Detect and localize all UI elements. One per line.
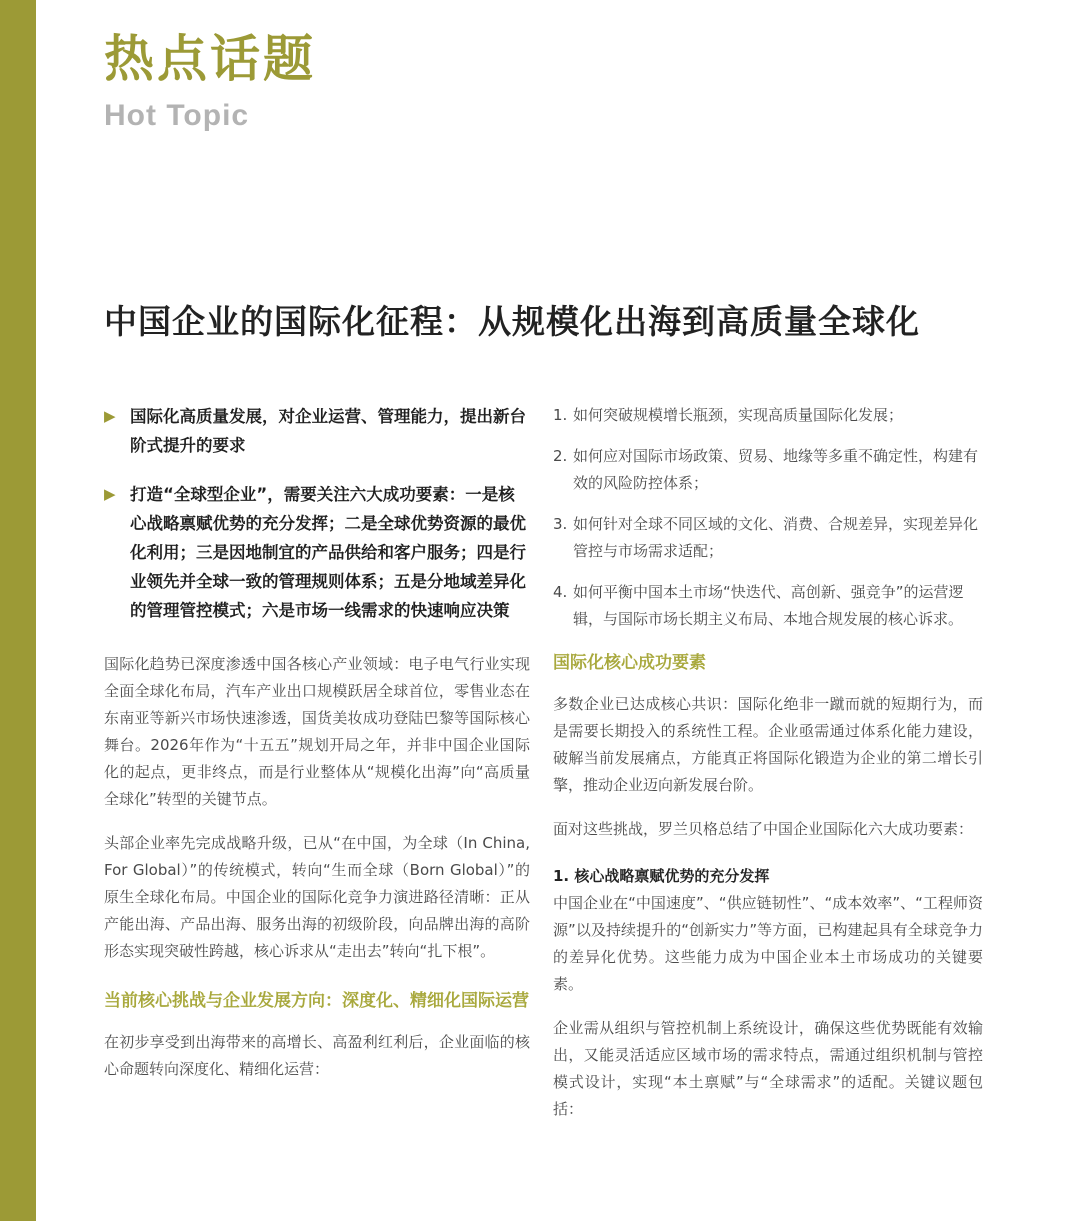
highlight-item xyxy=(104,402,530,460)
list-text: 如何应对国际市场政策、贸易、地缘等多重不确定性，构建有效的风险防控体系； xyxy=(573,447,979,492)
body-paragraph: 面对这些挑战，罗兰贝格总结了中国企业国际化六大成功要素： xyxy=(553,820,974,838)
triangle-bullet-icon: ▶ xyxy=(104,485,116,503)
body-paragraph: 多数企业已达成核心共识：国际化绝非一蹴而就的短期行为，而是需要长期投入的系统性工程。企业亟需通过体系化能力建设，破解当前发展痛点，方能真正将国际化锻造为企业的第二增长引擎，推动企业迈向新发展台阶。 xyxy=(553,695,983,794)
subsection-heading: 1. 核心战略禀赋优势的充分发挥 xyxy=(553,867,770,885)
section-title: 热点话题 xyxy=(104,30,316,88)
section-heading: 国际化核心成功要素 xyxy=(553,653,706,673)
body-paragraph: 头部企业率先完成战略升级，已从“在中国，为全球（In China, For Global）”的传统模式，转向“生而全球（Born Global）”的原生全球化布局。中国企业的国际化竞争力演进路径清晰：正从产能出海、产品出海、服务出海的初级阶段，向品牌出海的高阶形态实现突破性跨越，核心诉求从“走出去”转向“扎下根”。 xyxy=(104,834,530,960)
body-paragraph: 企业需从组织与管控机制上系统设计，确保这些优势既能有效输出，又能灵活适应区域市场的需求特点，需通过组织机制与管控模式设计，实现“本土禀赋”与“全球需求”的适配。关键议题包括： xyxy=(553,1019,983,1118)
highlight-text: 打造“全球型企业”，需要关注六大成功要素：一是核心战略禀赋优势的充分发挥；二是全球优势资源的最优化利用；三是因地制宜的产品供给和客户服务；四是行业领先并全球一致的管理规则体系；五是分地域差异化的管理管控模式；六是市场一线需求的快速响应决策 xyxy=(130,485,526,620)
section-subtitle: Hot Topic xyxy=(104,99,250,132)
list-number: 3. xyxy=(553,515,568,533)
highlight-item xyxy=(104,480,530,625)
side-accent-bar xyxy=(0,0,36,1221)
list-number: 2. xyxy=(553,447,568,465)
body-paragraph: 国际化趋势已深度渗透中国各核心产业领域：电子电气行业实现全面全球化布局，汽车产业出口规模跃居全球首位，零售业态在东南亚等新兴市场快速渗透，国货美妆成功登陆巴黎等国际核心舞台。2026年作为“十五五”规划开局之年，并非中国企业国际化的起点，更非终点，而是行业整体从“规模化出海”向“高质量全球化”转型的关键节点。 xyxy=(104,655,530,808)
body-paragraph: 中国企业在“中国速度”、“供应链韧性”、“成本效率”、“工程师资源”以及持续提升的“创新实力”等方面，已构建起具有全球竞争力的差异化优势。这些能力成为中国企业本土市场成功的关键要素。 xyxy=(553,894,983,993)
triangle-bullet-icon: ▶ xyxy=(104,407,116,425)
list-text: 如何平衡中国本土市场“快迭代、高创新、强竞争”的运营逻辑，与国际市场长期主义布局、本地合规发展的核心诉求。 xyxy=(573,583,964,628)
section-heading: 当前核心挑战与企业发展方向：深度化、精细化国际运营 xyxy=(104,991,529,1011)
right-column xyxy=(553,402,983,1140)
list-number: 4. xyxy=(553,583,568,601)
article-title: 中国企业的国际化征程：从规模化出海到高质量全球化 xyxy=(104,302,920,341)
list-number: 1. xyxy=(553,406,568,424)
highlight-text: 国际化高质量发展，对企业运营、管理能力，提出新台阶式提升的要求 xyxy=(130,407,526,455)
list-item xyxy=(553,443,983,497)
list-item xyxy=(553,511,983,565)
list-text: 如何突破规模增长瓶颈，实现高质量国际化发展； xyxy=(573,406,904,424)
question-list xyxy=(553,402,983,633)
list-text: 如何针对全球不同区域的文化、消费、合规差异，实现差异化管控与市场需求适配； xyxy=(573,515,979,560)
list-item xyxy=(553,402,983,429)
body-paragraph: 在初步享受到出海带来的高增长、高盈利红利后，企业面临的核心命题转向深度化、精细化运营： xyxy=(104,1033,530,1078)
list-item xyxy=(553,579,983,633)
left-column xyxy=(104,402,530,1100)
